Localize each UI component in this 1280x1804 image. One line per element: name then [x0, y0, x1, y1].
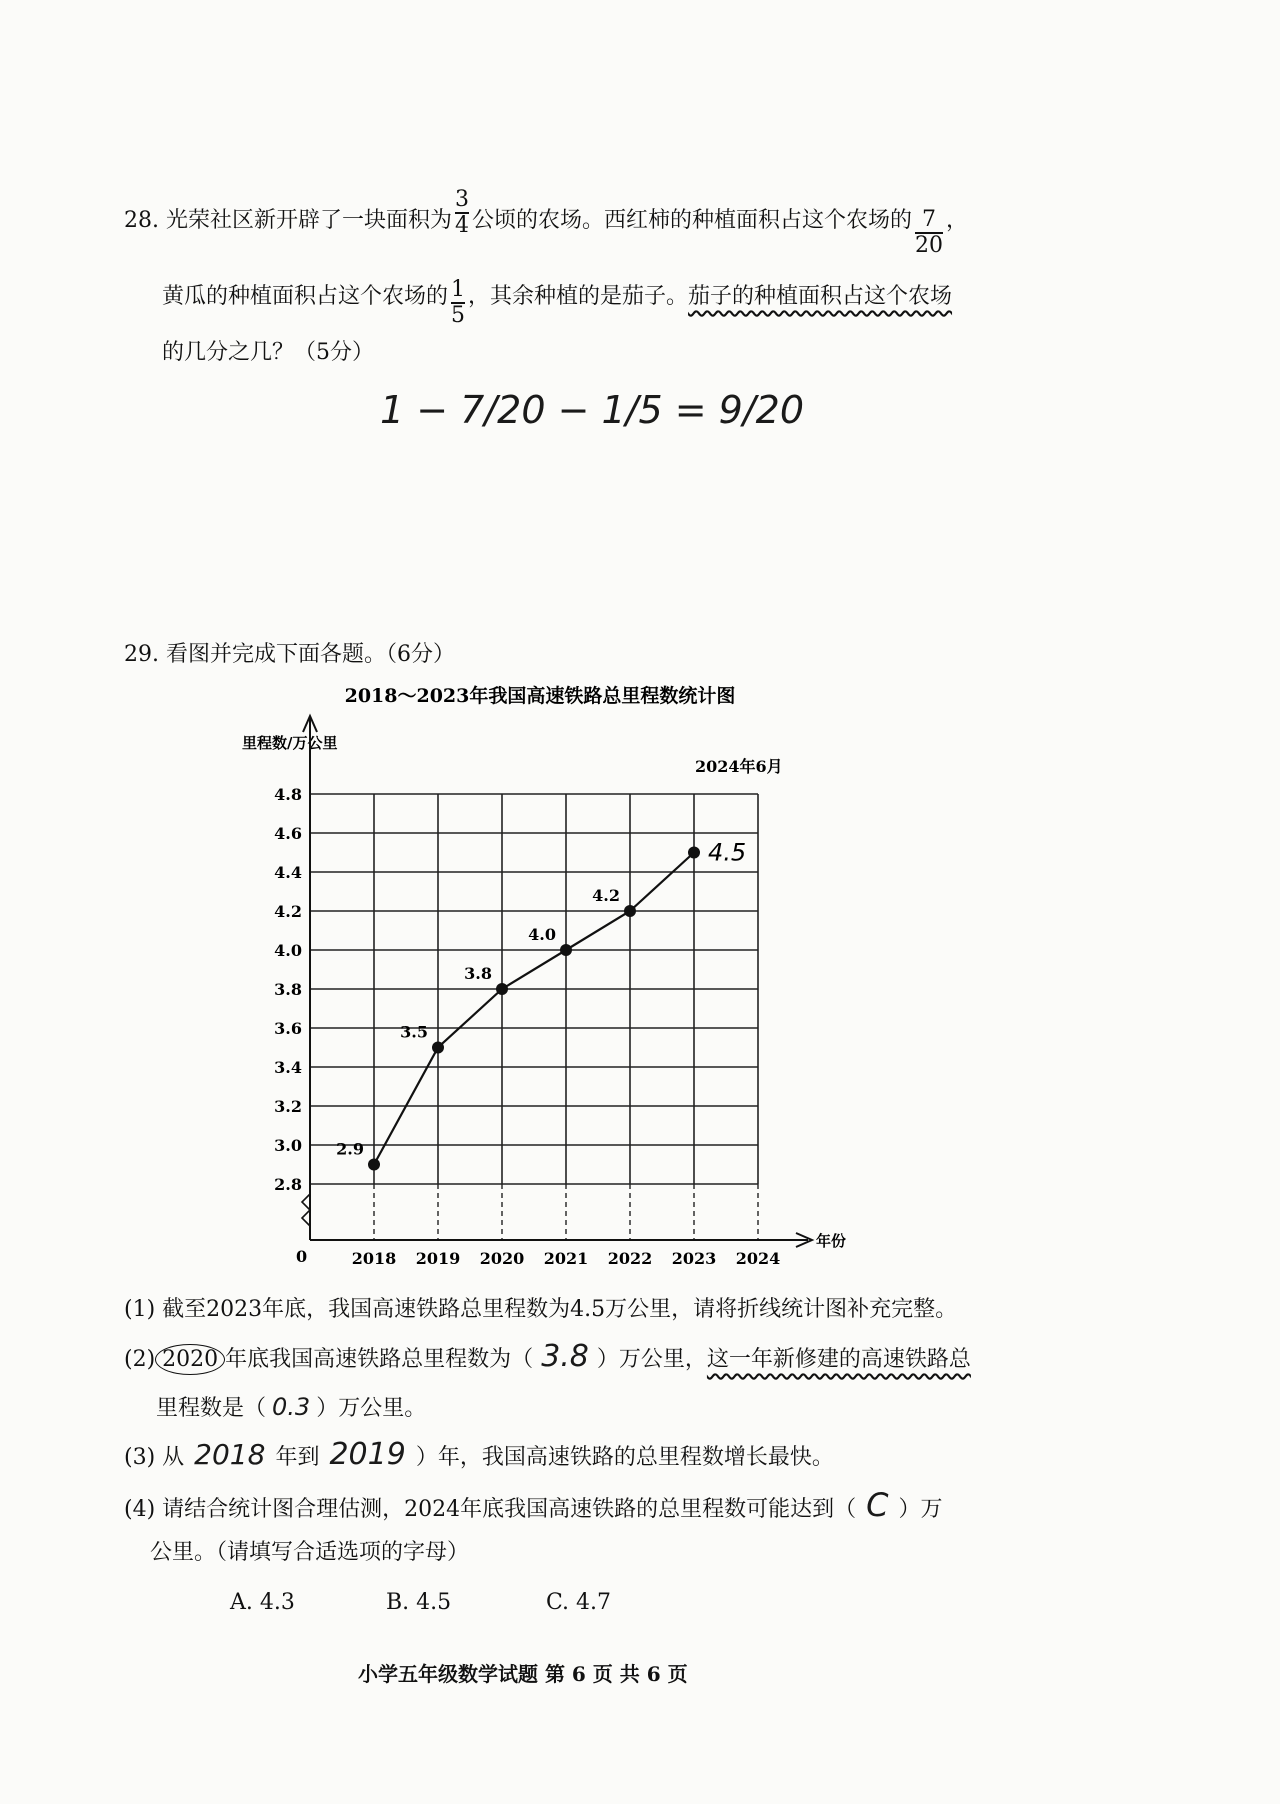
tomato-fraction-denominator: 20: [915, 233, 944, 258]
q28-underlined-question: 茄子的种植面积占这个农场: [688, 284, 953, 309]
handwritten-answer-estimate: C: [866, 1486, 889, 1524]
area-fraction: [455, 188, 469, 238]
y-tick-label: 3.6: [274, 1019, 302, 1038]
q29-sub4-line1: [124, 1486, 943, 1525]
y-tick-label: 2.8: [274, 1175, 302, 1194]
q29-sub2-text-d: 里程数是（: [156, 1396, 267, 1421]
data-label: 4.2: [592, 886, 620, 905]
q29-sub3-text-b: 年到: [275, 1445, 320, 1470]
area-fraction-numerator: 3: [455, 187, 470, 212]
q29-sub2-text-b: 年底我国高速铁路总里程数为（: [225, 1347, 534, 1372]
x-tick-label: 2022: [607, 1249, 653, 1268]
handwritten-answer-end-year: 2019: [329, 1437, 406, 1472]
q29-sub2-text-e: ）万公里。: [316, 1396, 427, 1421]
q28-text-part4: ，其余种植的是茄子。: [468, 284, 689, 309]
q29-sub3-text-a: (3) 从: [124, 1445, 185, 1470]
y-tick-label: 4.4: [274, 863, 302, 882]
x-tick-label: 2018: [351, 1249, 397, 1268]
cucumber-fraction-denominator: 5: [451, 303, 466, 328]
q29-sub2-number: (2): [124, 1347, 156, 1372]
q29-sub2-line2: [156, 1392, 426, 1424]
option-b: B. 4.5: [386, 1590, 452, 1615]
y-tick-label: 4.8: [274, 785, 302, 804]
q29-sub3: [124, 1437, 834, 1473]
y-tick-label: 3.4: [274, 1058, 302, 1077]
q29-sub2-underlined: 这一年新修建的高速铁路总: [706, 1347, 971, 1372]
data-label: 2.9: [336, 1139, 364, 1159]
chart-title: 2018～2023年我国高速铁路总里程数统计图: [344, 685, 736, 707]
data-point: [560, 944, 572, 956]
q28-text-part5: 的几分之几？（5分）: [162, 340, 374, 365]
x-tick-label: 2020: [479, 1249, 525, 1268]
q29-sub2-text-c: ）万公里，: [596, 1347, 707, 1372]
series-line: [374, 853, 694, 1165]
q29-sub4-text-a: (4) 请结合统计图合理估测，2024年底我国高速铁路的总里程数可能达到（: [124, 1497, 857, 1522]
option-a: A. 4.3: [230, 1590, 295, 1615]
x-tick-label: 2024: [735, 1249, 781, 1268]
y-tick-label: 3.8: [274, 980, 302, 999]
q29-sub4-line2: 公里。（请填写合适选项的字母）: [150, 1540, 470, 1565]
handwritten-answer-new-mileage: 0.3: [272, 1393, 311, 1421]
q29-sub4-text-b: ）万: [898, 1497, 943, 1522]
axis-break-mark: [302, 1194, 310, 1226]
x-tick-label: 2019: [415, 1249, 461, 1268]
q28-number: 28.: [124, 208, 159, 233]
data-point: [432, 1042, 444, 1054]
y-tick-label: 3.2: [274, 1097, 302, 1116]
y-axis-label: 里程数/万公里: [242, 734, 338, 752]
circled-year: 2020: [155, 1344, 225, 1375]
option-c: C. 4.7: [546, 1590, 612, 1615]
data-point: [368, 1159, 380, 1171]
q28-text-part2: 公顷的农场。西红柿的种植面积占这个农场的: [472, 208, 913, 233]
page-footer: 小学五年级数学试题 第 6 页 共 6 页: [358, 1662, 688, 1686]
data-label: 3.5: [400, 1022, 428, 1042]
origin-label: 0: [296, 1247, 308, 1266]
q28-line1: [124, 187, 969, 258]
handwritten-answer-2020-total: 3.8: [541, 1339, 589, 1374]
cucumber-fraction: [451, 278, 465, 328]
q28-text-part3: 黄瓜的种植面积占这个农场的: [162, 284, 449, 309]
tomato-fraction: [915, 208, 943, 258]
chart-date: 2024年6月: [695, 757, 783, 776]
q28-text-part1: 光荣社区新开辟了一块面积为: [166, 208, 453, 233]
data-point: [624, 905, 636, 917]
y-tick-label: 3.0: [274, 1136, 302, 1155]
data-label: 4.0: [528, 925, 556, 944]
y-tick-label: 4.2: [274, 902, 302, 921]
q28-handwritten-answer: 1 − 7/20 − 1/5 = 9/20: [380, 388, 804, 432]
q28-comma: ，: [946, 208, 969, 233]
y-tick-label: 4.0: [274, 941, 302, 960]
q28-line3: [162, 338, 374, 368]
data-label: 3.8: [464, 964, 492, 983]
data-point: [496, 983, 508, 995]
line-chart: [240, 680, 860, 1276]
q29-heading: 29. 看图并完成下面各题。（6分）: [124, 642, 455, 667]
handwritten-answer-start-year: 2018: [194, 1438, 266, 1471]
y-tick-label: 4.6: [274, 824, 302, 843]
area-fraction-denominator: 4: [455, 213, 470, 238]
x-tick-label: 2021: [543, 1249, 589, 1268]
q28-line2: [162, 272, 953, 328]
q29-sub3-text-c: ）年，我国高速铁路的总里程数增长最快。: [415, 1445, 834, 1470]
x-axis-label: 年份: [816, 1232, 847, 1250]
q29-sub2-line1: [124, 1339, 971, 1375]
data-point: [688, 847, 700, 859]
q29-sub1: (1) 截至2023年底，我国高速铁路总里程数为4.5万公里，请将折线统计图补充完整。: [124, 1297, 958, 1322]
data-label-handwritten: 4.5: [708, 838, 747, 867]
x-tick-label: 2023: [671, 1249, 717, 1268]
tomato-fraction-numerator: 7: [922, 207, 937, 232]
cucumber-fraction-numerator: 1: [451, 277, 466, 302]
